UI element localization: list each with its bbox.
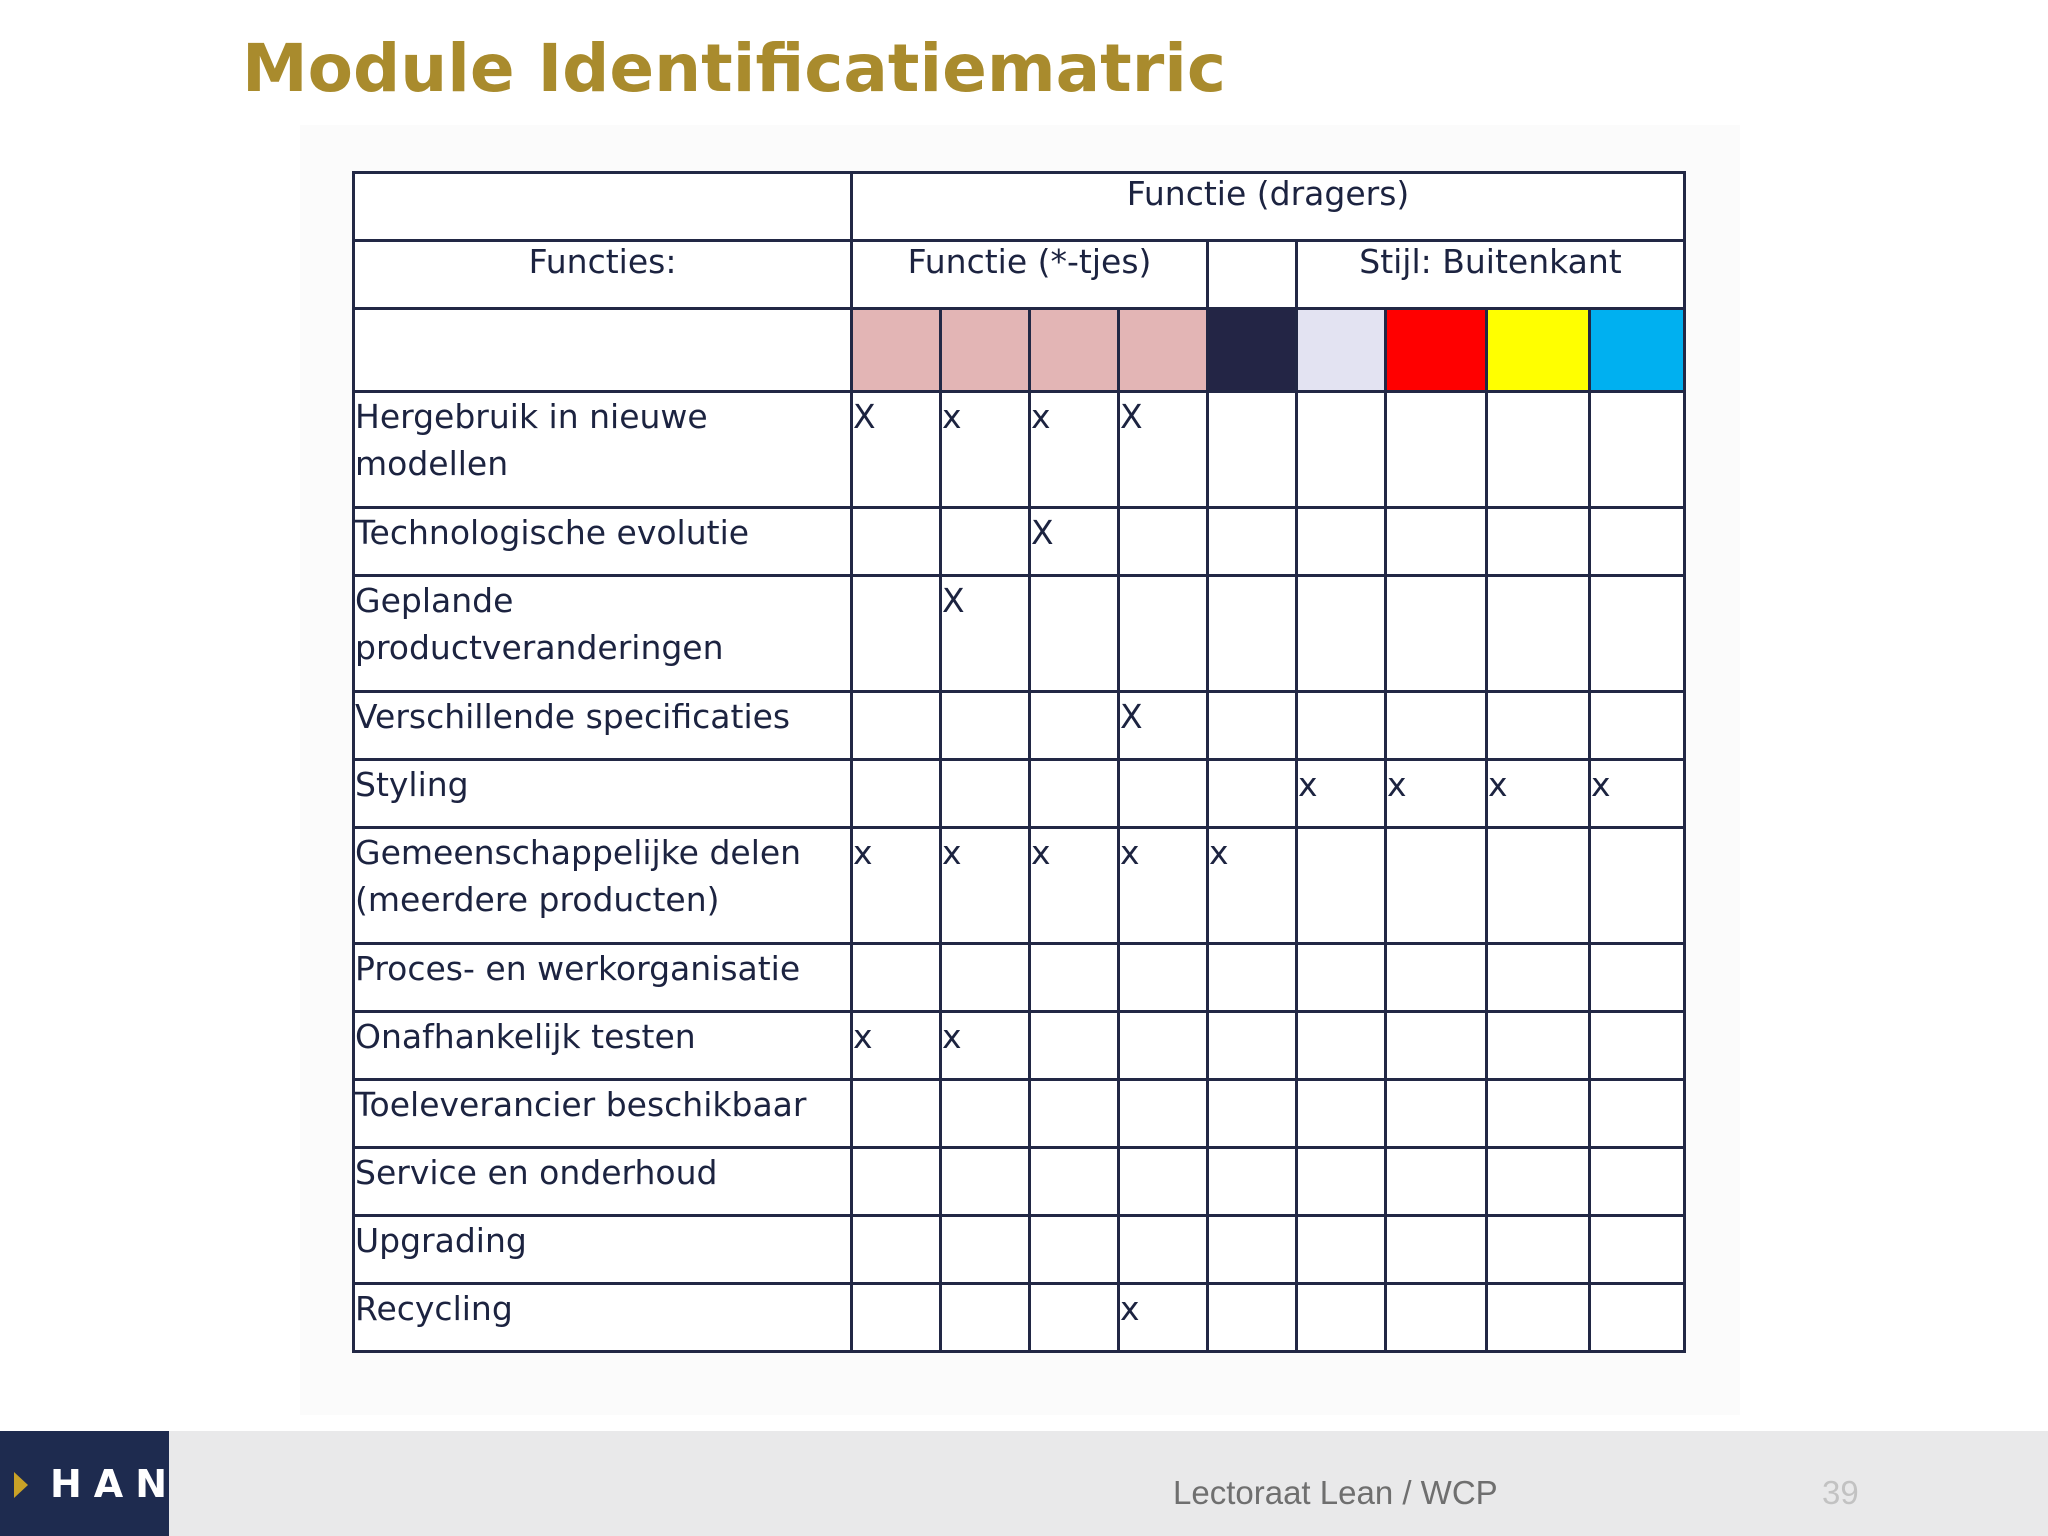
table-row [354,760,1685,828]
matrix-cell [941,508,1030,576]
matrix-cell: X [941,576,1030,692]
logo-arrow-icon [14,1472,28,1498]
matrix-cell [1487,1148,1590,1216]
matrix-cell [1030,1148,1119,1216]
matrix-cell [1297,1216,1386,1284]
matrix-cell [1297,1148,1386,1216]
matrix-cell [852,576,941,692]
row-label: Service en onderhoud [354,1148,852,1216]
matrix-cell [1030,1284,1119,1352]
row-label: Upgrading [354,1216,852,1284]
matrix-cell [941,1284,1030,1352]
matrix-cell [941,1148,1030,1216]
matrix-cell [1119,760,1208,828]
row-label: Technologische evolutie [354,508,852,576]
matrix-cell [1590,692,1685,760]
functie-tjes-header: Functie (*-tjes) [852,241,1208,309]
matrix-cell [1386,1284,1487,1352]
matrix-cell [1386,392,1487,508]
matrix-cell: x [1297,760,1386,828]
page-number: 39 [1822,1474,1859,1511]
matrix-cell [852,1284,941,1352]
han-logo-text: HAN [50,1462,180,1506]
matrix-cell [941,760,1030,828]
matrix-cell [1208,392,1297,508]
matrix-cell: x [1030,392,1119,508]
matrix-cell: x [941,392,1030,508]
table-row [354,508,1685,576]
matrix-cell [852,944,941,1012]
matrix-cell [941,1080,1030,1148]
table-row [354,576,1685,692]
module-identification-matrix [352,171,1686,1353]
matrix-cell [1386,828,1487,944]
row-label: Recycling [354,1284,852,1352]
table-row [354,392,1685,508]
color-swatch [1119,309,1208,392]
row-label: Toeleverancier beschikbaar [354,1080,852,1148]
matrix-cell [1297,508,1386,576]
matrix-cell [1487,1216,1590,1284]
matrix-cell [1590,944,1685,1012]
color-swatch [941,309,1030,392]
matrix-cell: x [1487,760,1590,828]
table-row [354,1012,1685,1080]
matrix-cell [1208,576,1297,692]
matrix-cell [1297,1284,1386,1352]
matrix-cell [1487,392,1590,508]
matrix-cell [1208,1080,1297,1148]
matrix-cell: x [941,828,1030,944]
matrix-cell [1119,508,1208,576]
matrix-cell [1208,1284,1297,1352]
matrix-cell: x [1590,760,1685,828]
row-label: Verschillende specificaties [354,692,852,760]
matrix-cell [1590,1148,1685,1216]
matrix-cell [1487,1284,1590,1352]
matrix-cell [1208,1216,1297,1284]
matrix-cell [1030,760,1119,828]
matrix-cell [852,1216,941,1284]
page-title: Module Identificatiematric [242,30,1227,107]
matrix-cell [1297,576,1386,692]
matrix-cell [1297,944,1386,1012]
matrix-cell [1030,944,1119,1012]
matrix-cell: x [1119,1284,1208,1352]
matrix-cell [1590,576,1685,692]
matrix-cell [1590,828,1685,944]
matrix-cell [941,944,1030,1012]
matrix-cell: x [1119,828,1208,944]
matrix-cell [1386,692,1487,760]
empty-header-cell [1208,241,1297,309]
functies-header: Functies: [354,241,852,309]
color-swatch [852,309,941,392]
matrix-cell [1030,1080,1119,1148]
color-swatch [1487,309,1590,392]
matrix-cell [1590,508,1685,576]
matrix-cell [1208,1012,1297,1080]
matrix-cell [1487,828,1590,944]
matrix-cell [1297,828,1386,944]
matrix-cell [941,692,1030,760]
matrix-cell [852,1148,941,1216]
empty-corner-cell [354,173,852,241]
matrix-cell [1590,1080,1685,1148]
matrix-cell: x [941,1012,1030,1080]
row-label: Geplande productveranderingen [354,576,852,692]
matrix-cell [1119,1012,1208,1080]
footer-bar [0,1431,2048,1536]
matrix-cell [1119,1216,1208,1284]
matrix-cell [1487,692,1590,760]
matrix-cell: X [1119,692,1208,760]
matrix-cell [1030,576,1119,692]
table-row [354,1216,1685,1284]
table-row [354,692,1685,760]
matrix-cell: x [852,828,941,944]
stijl-buitenkant-header: Stijl: Buitenkant [1297,241,1685,309]
matrix-cell [1386,576,1487,692]
matrix-cell [1208,692,1297,760]
group-header-functie-dragers: Functie (dragers) [852,173,1685,241]
color-swatch [1297,309,1386,392]
matrix-cell [1386,944,1487,1012]
matrix-cell [1208,760,1297,828]
table-row [354,1148,1685,1216]
matrix-cell [1297,692,1386,760]
color-swatch [1590,309,1685,392]
matrix-cell [1386,1012,1487,1080]
matrix-cell [1386,508,1487,576]
table-row [354,828,1685,944]
matrix-cell [852,1080,941,1148]
matrix-cell [1297,392,1386,508]
row-label: Styling [354,760,852,828]
table-row [354,1284,1685,1352]
matrix-cell [1386,1148,1487,1216]
row-label: Gemeenschappelijke delen (meerdere producten) [354,828,852,944]
matrix-cell [852,760,941,828]
table-row [354,944,1685,1012]
matrix-cell [1590,392,1685,508]
matrix-cell [1208,1148,1297,1216]
matrix-cell [852,692,941,760]
matrix-cell [1590,1284,1685,1352]
matrix-cell [1487,1012,1590,1080]
matrix-cell [1208,944,1297,1012]
matrix-cell [1119,576,1208,692]
matrix-cell [1297,1080,1386,1148]
matrix-cell [1030,692,1119,760]
table-row [354,1080,1685,1148]
matrix-cell [852,508,941,576]
matrix-cell [1030,1216,1119,1284]
matrix-cell [1030,1012,1119,1080]
matrix-cell: x [852,1012,941,1080]
matrix-cell [1487,576,1590,692]
matrix-cell [1487,508,1590,576]
matrix-cell [941,1216,1030,1284]
footer-caption: Lectoraat Lean / WCP [1173,1474,1498,1511]
matrix-cell: x [1208,828,1297,944]
color-swatch [1208,309,1297,392]
matrix-cell [1119,1080,1208,1148]
matrix-cell [1297,1012,1386,1080]
matrix-cell [1386,1216,1487,1284]
matrix-cell [1119,1148,1208,1216]
row-label: Hergebruik in nieuwe modellen [354,392,852,508]
matrix-cell: X [1119,392,1208,508]
matrix-cell [1590,1216,1685,1284]
matrix-cell: X [852,392,941,508]
matrix-cell: X [1030,508,1119,576]
row-label: Onafhankelijk testen [354,1012,852,1080]
empty-color-label-cell [354,309,852,392]
row-label: Proces- en werkorganisatie [354,944,852,1012]
matrix-cell: x [1386,760,1487,828]
matrix-cell: x [1030,828,1119,944]
color-swatch [1386,309,1487,392]
matrix-cell [1590,1012,1685,1080]
matrix-cell [1487,1080,1590,1148]
matrix-cell [1386,1080,1487,1148]
color-swatch [1030,309,1119,392]
matrix-cell [1208,508,1297,576]
matrix-cell [1119,944,1208,1012]
matrix-cell [1487,944,1590,1012]
